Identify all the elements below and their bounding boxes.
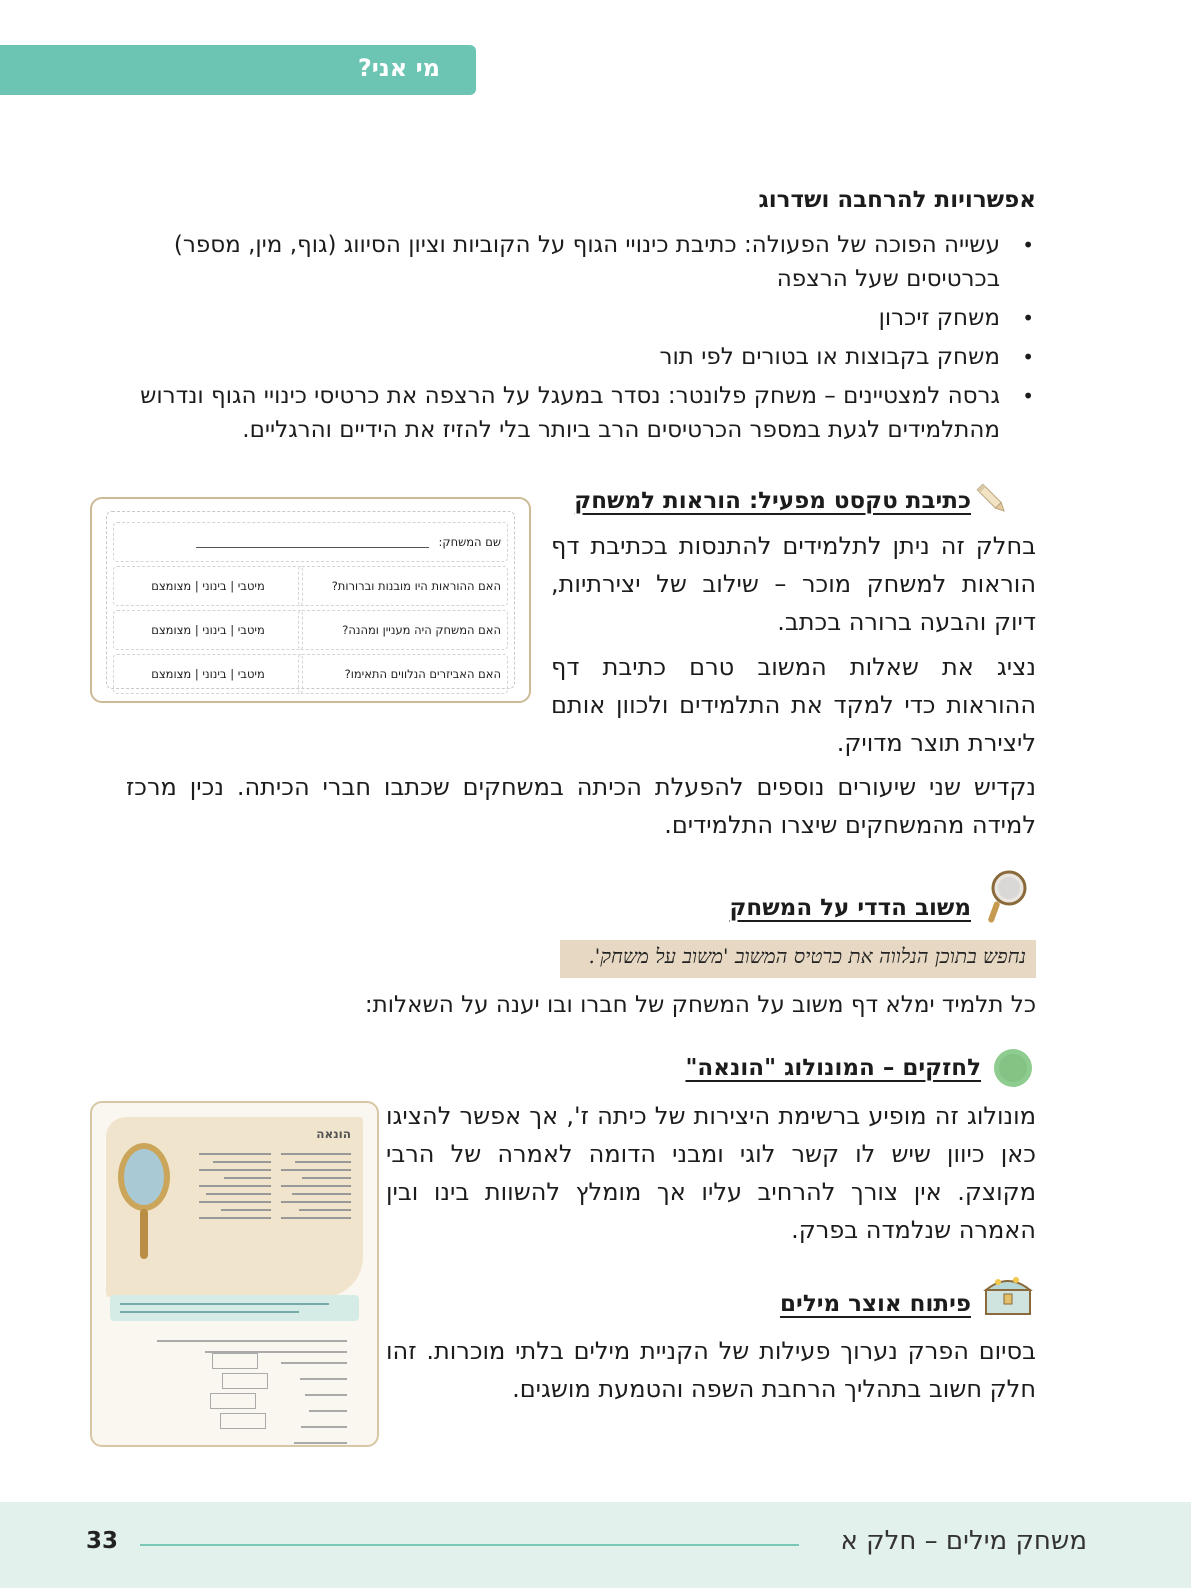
list-item: • עשייה הפוכה של הפעולה: כתיבת כינויי הגוף על הקוביות וציון הסיווג (גוף, מין, מספר) בכרטיסים שעל הרצפה — [126, 228, 1036, 296]
worksheet-poem-panel — [106, 1117, 363, 1297]
page-number: 33 — [86, 1528, 119, 1554]
expansion-title: אפשרויות להרחבה ושדרוג — [758, 187, 1036, 213]
handwritten-note: נחפש בתוכן הנלווה את כרטיס המשוב 'משוב על משחק'. — [588, 944, 1026, 968]
table-row — [113, 610, 508, 648]
feedback-scale: מיטבי | בינוני | מצומצם — [151, 579, 265, 593]
peer-feedback-title: משוב הדדי על המשחק — [729, 895, 971, 921]
treasure-chest-icon — [980, 1268, 1036, 1320]
footer-divider — [140, 1544, 799, 1546]
writing-paragraph-3: נקדיש שני שיעורים נוספים להפעלת הכיתה במשחקים שכתבו חברי הכיתה. נכין מרכז למידה מהמשחקים שיצרו התלמידים. — [126, 773, 1036, 839]
list-item: • משחק בקבוצות או בטורים לפי תור — [126, 340, 1036, 374]
footer-title: משחק מילים – חלק א — [840, 1526, 1087, 1556]
feedback-question: האם ההוראות היו מובנות וברורות? — [331, 579, 501, 593]
game-feedback-card — [90, 497, 531, 703]
page-footer — [0, 1502, 1191, 1588]
feedback-question: האם המשחק היה מעניין ומהנה? — [342, 623, 501, 637]
table-row — [113, 566, 508, 604]
green-circle-icon — [990, 1045, 1036, 1091]
pencil-icon — [973, 480, 1011, 518]
worksheet-thumbnail — [90, 1101, 379, 1447]
writing-paragraph-1: בחלק זה ניתן לתלמידים להתנסות בכתיבת דף הוראות למשחק מוכר – שילוב של יצירתיות, דיוק והבעה ברורה בכתב. — [551, 532, 1036, 636]
game-name-row — [113, 522, 508, 562]
mirror-icon — [114, 1137, 174, 1267]
game-name-line — [196, 547, 429, 548]
reinforcement-title: לחזקים – המונולוג "הונאה" — [685, 1055, 981, 1081]
handwritten-note-strip — [560, 940, 1036, 978]
reinforcement-text: מונולוג זה מופיע ברשימת היצירות של כיתה ז', אך אפשר להציגו כאן כיוון שיש לו קשר לוגי ומבני הדומה לאמרה של הרבי מקוצק. אין צורך להרחיב עליו אך מומלץ להשוות בינו ובין האמרה שנלמדה בפרק. — [386, 1102, 1036, 1244]
writing-title: כתיבת טקסט מפעיל: הוראות למשחק — [574, 488, 971, 514]
chapter-tab — [0, 45, 476, 95]
writing-paragraph-2: נציג את שאלות המשוב טרם כתיבת דף ההוראות כדי למקד את התלמידים ולכוון אותם ליצירת תוצר מדויק. — [551, 653, 1036, 757]
table-row — [113, 654, 508, 692]
worksheet-poem-title: הונאה — [316, 1127, 351, 1141]
game-name-label: שם המשחק: — [438, 535, 501, 549]
worksheet-banner — [110, 1295, 359, 1321]
list-item: • גרסה למצטיינים – משחק פלונטר: נסדר במעגל על הרצפה את כרטיסי כינויי הגוף ונדרוש מהתלמידים לגעת במספר הכרטיסים הרב ביותר בלי להזיז את הידיים והרגליים. — [126, 379, 1036, 447]
feedback-scale: מיטבי | בינוני | מצומצם — [151, 667, 265, 681]
list-item: • משחק זיכרון — [126, 301, 1036, 335]
expansion-list — [126, 228, 1036, 452]
vocabulary-text: בסיום הפרק נערוך פעילות של הקניית מילים בלתי מוכרות. זהו חלק חשוב בתהליך הרחבת השפה והטמעת מושגים. — [386, 1337, 1036, 1403]
feedback-scale: מיטבי | בינוני | מצומצם — [151, 623, 265, 637]
magnifier-icon — [983, 868, 1031, 928]
vocabulary-title: פיתוח אוצר מילים — [780, 1291, 971, 1317]
peer-feedback-text: כל תלמיד ימלא דף משוב על המשחק של חברו ובו יענה על השאלות: — [364, 992, 1036, 1018]
worksheet-lines — [157, 1331, 347, 1447]
feedback-question: האם האביזרים הנלווים התאימו? — [344, 667, 501, 681]
chapter-tab-title: מי אני? — [357, 54, 440, 82]
